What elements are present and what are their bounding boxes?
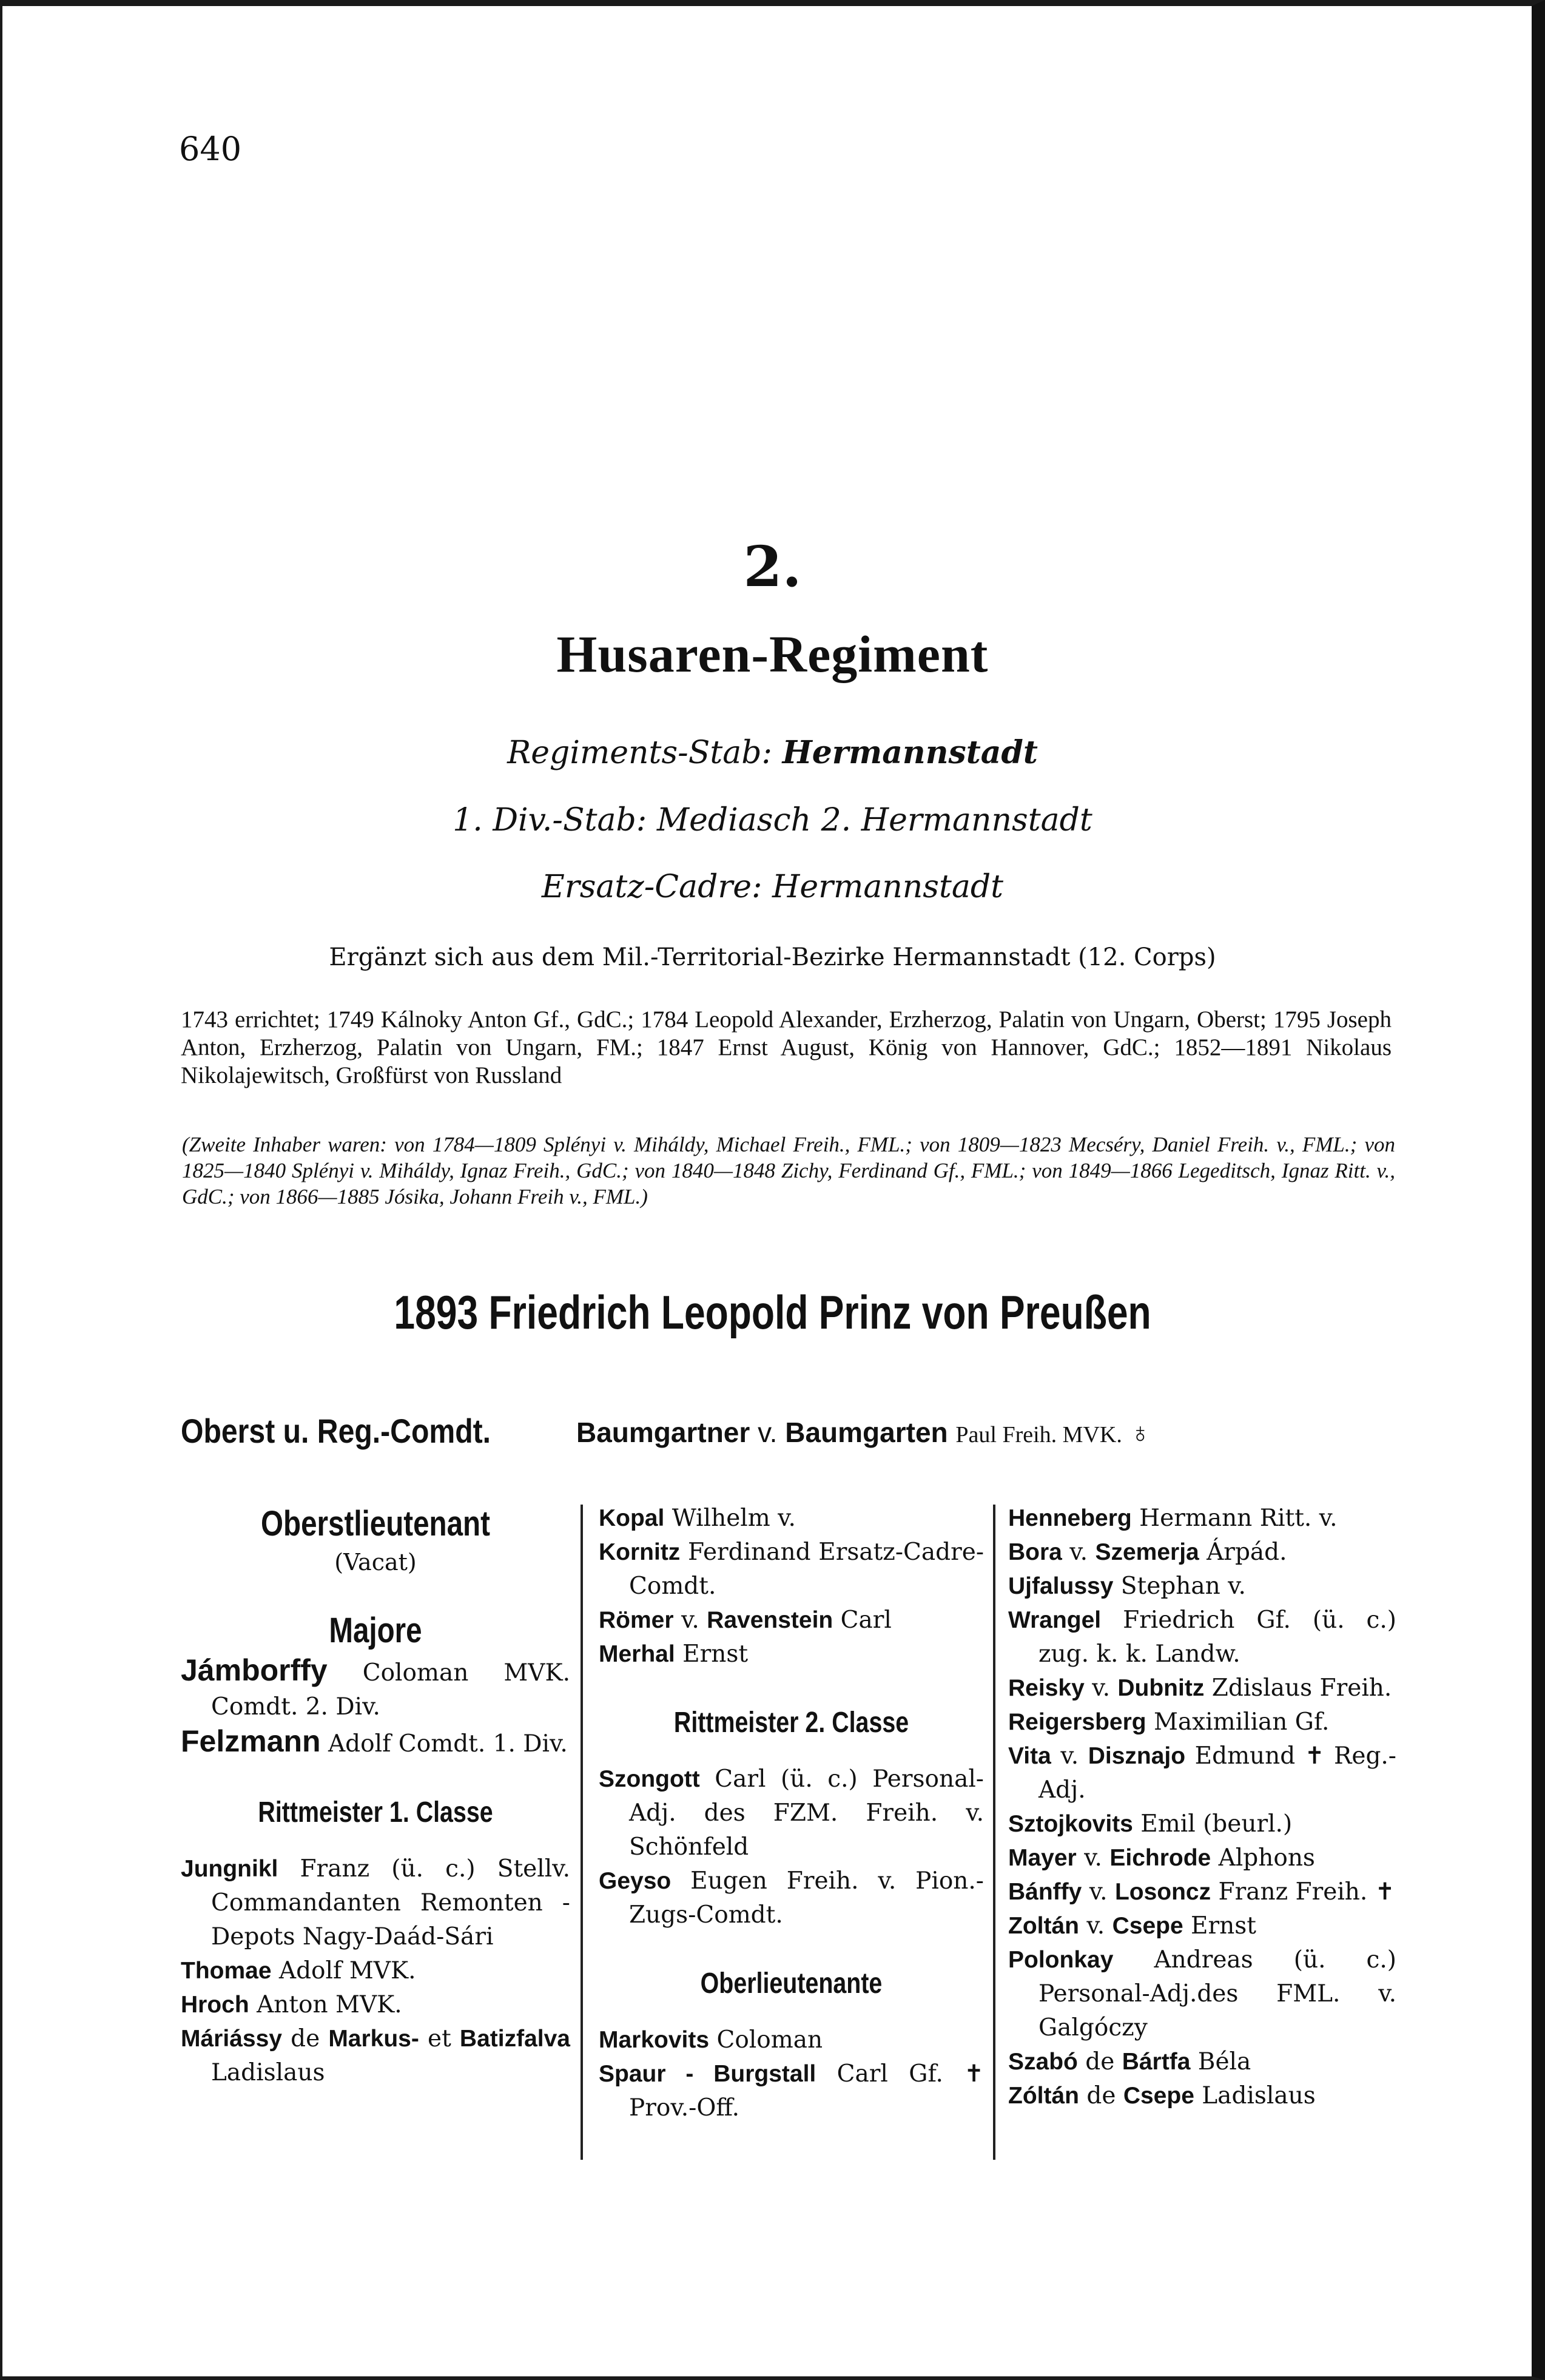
list-item: Polonkay Andreas (ü. c.) Personal-Adj.des FML. v. Galgóczy: [1008, 1946, 1396, 2041]
section-heading-majore: Majore: [329, 1611, 422, 1650]
regiment-owner: 1893 Friedrich Leopold Prinz von Preußen: [394, 1286, 1151, 1339]
regiment-history: 1743 errichtet; 1749 Kálnoky Anton Gf., GdC.; 1784 Leopold Alexander, Erzherzog, Palatin von Ungarn, Oberst; 1795 Joseph Anton, Erzherzog, Palatin von Ungarn, FM.; 1847 Ernst August, König von Hannover, GdC.; 1852—1891 Nikolaus Nikolajewitsch, Großfürst von Russland: [181, 1006, 1392, 1088]
list-item: Reisky v. Dubnitz Zdislaus Freih.: [1008, 1674, 1392, 1702]
former-owners: (Zweite Inhaber waren: von 1784—1809 Splényi v. Miháldy, Michael Freih., FML.; von 1809—1823 Mecséry, Daniel Freih. v., FML.; von 1825—1840 Splényi v. Miháldy, Ignaz Freih., GdC.; von 1840—1848 Zichy, Ferdinand Gf., FML.; von 1849—1866 Legeditsch, Ignaz Ritt. v., GdC.; von 1866—1885 Jósika, Johann Freih v., FML.): [182, 1133, 1395, 1209]
list-item: Römer v. Ravenstein Carl: [599, 1606, 892, 1634]
column-divider-2: [993, 1505, 995, 2160]
division-stab: 1. Div.-Stab: Mediasch 2. Hermannstadt: [453, 802, 1092, 838]
list-item: Máriássy de Markus- et Batizfalva Ladislaus: [181, 2025, 570, 2086]
regiment-number: 2.: [743, 534, 802, 599]
column-left: [181, 1502, 570, 2090]
column-divider-1: [581, 1505, 583, 2160]
colonel-rank: Oberst u. Reg.-Comdt.: [181, 1412, 491, 1450]
list-item: Kopal Wilhelm v.: [599, 1505, 796, 1532]
list-item: Spaur - Burgstall Carl Gf. ✝ Prov.-Off.: [599, 2060, 984, 2122]
list-item: Thomae Adolf MVK.: [181, 1957, 416, 1984]
stab-value: Hermannstadt: [782, 734, 1038, 771]
list-item: Szongott Carl (ü. c.) Personal-Adj. des FZM. Freih. v. Schönfeld: [599, 1765, 984, 1861]
vacat-note: (Vacat): [334, 1549, 417, 1576]
list-item: Jámborffy Coloman MVK. Comdt. 2. Div.: [181, 1653, 570, 1721]
colonel-surname: Baumgartner: [576, 1417, 750, 1448]
section-heading-oberstlieutenant: Oberstlieutenant: [261, 1504, 490, 1543]
list-item: Felzmann Adolf Comdt. 1. Div.: [181, 1724, 568, 1758]
list-item: Bánffy v. Losoncz Franz Freih. ✝: [1008, 1878, 1395, 1906]
order-icon: ♁: [1129, 1417, 1151, 1448]
list-item: Zóltán de Csepe Ladislaus: [1008, 2082, 1316, 2109]
list-item: Jungnikl Franz (ü. c.) Stellv. Commandanten Remonten - Depots Nagy-Daád-Sári: [181, 1855, 570, 1950]
list-item: Kornitz Ferdinand Ersatz-Cadre-Comdt.: [599, 1539, 984, 1600]
colonel-surname2: Baumgarten: [785, 1417, 948, 1448]
page-number: 640: [179, 130, 242, 168]
list-item: Mayer v. Eichrode Alphons: [1008, 1844, 1315, 1872]
column-middle: [599, 1502, 984, 2125]
list-item: Merhal Ernst: [599, 1640, 749, 1668]
stab-label: Regiments-Stab:: [507, 735, 773, 771]
list-item: Bora v. Szemerja Árpád.: [1008, 1539, 1287, 1566]
section-heading-rittmeister-2: Rittmeister 2. Classe: [673, 1707, 909, 1739]
list-item: Ujfalussy Stephan v.: [1008, 1573, 1246, 1600]
list-item: Henneberg Hermann Ritt. v.: [1008, 1505, 1338, 1532]
recruitment-district: Ergänzt sich aus dem Mil.-Territorial-Bezirke Hermannstadt (12. Corps): [329, 943, 1216, 971]
colonel-name: [576, 1416, 1151, 1449]
list-item: Vita v. Disznajo Edmund ✝ Reg.-Adj.: [1008, 1742, 1396, 1804]
list-item: Geyso Eugen Freih. v. Pion.-Zugs-Comdt.: [599, 1867, 984, 1929]
list-item: Sztojkovits Emil (beurl.): [1008, 1810, 1293, 1838]
regiments-stab: [0, 734, 1545, 771]
colonel-particle: v.: [758, 1417, 778, 1448]
list-item: Reigersberg Maximilian Gf.: [1008, 1708, 1330, 1736]
list-item: Markovits Coloman: [599, 2026, 823, 2054]
section-heading-rittmeister-1: Rittmeister 1. Classe: [258, 1796, 493, 1829]
regiment-title: Husaren-Regiment: [556, 625, 989, 683]
ersatz-cadre: Ersatz-Cadre: Hermannstadt: [541, 869, 1004, 905]
list-item: Zoltán v. Csepe Ernst: [1008, 1912, 1256, 1940]
list-item: Szabó de Bártfa Béla: [1008, 2048, 1251, 2075]
column-right: [1008, 1502, 1396, 2113]
section-heading-oberlieutenante: Oberlieutenante: [700, 1967, 883, 2000]
list-item: Wrangel Friedrich Gf. (ü. c.) zug. k. k. Landw.: [1008, 1606, 1396, 1668]
list-item: Hroch Anton MVK.: [181, 1991, 402, 2018]
colonel-given: Paul Freih. MVK.: [955, 1422, 1122, 1448]
